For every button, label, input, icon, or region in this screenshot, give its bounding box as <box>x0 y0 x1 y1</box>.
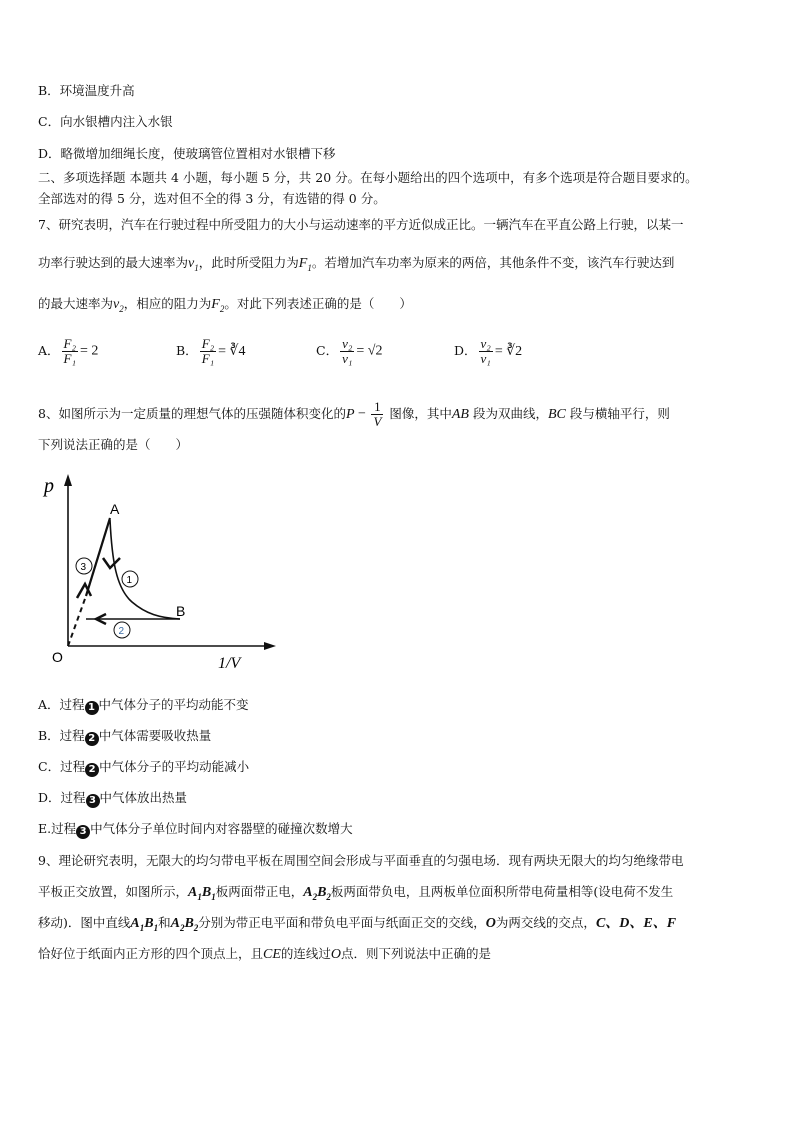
q8-option-c[interactable] <box>38 759 249 777</box>
v-symbol: v <box>188 256 195 271</box>
q9-text: 恰好位于纸面内正方形的四个顶点上，且 <box>38 946 264 961</box>
subscript: 2 <box>326 891 331 902</box>
option-label: D． <box>454 343 477 358</box>
option-c-line: C．向水银槽内注入水银 <box>38 114 173 129</box>
subscript: 2 <box>179 922 185 933</box>
process-1-arrow <box>103 558 120 568</box>
option-text: 中气体需要吸收热量 <box>98 728 212 743</box>
q9-text: 和 <box>158 915 171 930</box>
origin-label: O <box>52 649 63 665</box>
b-symbol: B <box>317 885 327 900</box>
option-prefix: D．过程 <box>38 790 86 805</box>
option-b-line: B．环境温度升高 <box>38 83 135 98</box>
subscript: 1 <box>139 922 145 933</box>
q9-text: 板两面带正电， <box>215 884 304 899</box>
option-d-line: D．略微增加细绳长度，使玻璃管位置相对水银槽下移 <box>38 146 336 161</box>
numerator: v₂ <box>342 336 353 351</box>
process-3-line <box>86 518 110 596</box>
o-point: O <box>330 947 342 962</box>
subscript: 2 <box>193 922 199 933</box>
fraction <box>200 337 216 366</box>
one-over-v <box>371 400 383 429</box>
line-a1b1 <box>130 916 158 931</box>
q8-option-a[interactable] <box>38 697 249 715</box>
x-axis-arrow <box>264 642 276 650</box>
q9-line-2 <box>38 884 673 905</box>
b-symbol: B <box>184 916 194 931</box>
subscript: 1 <box>194 262 199 273</box>
line-a2b2 <box>171 916 199 931</box>
process-number-badge: 2 <box>85 732 99 746</box>
q9-text: 移动)．图中直线 <box>38 915 131 930</box>
v-symbol: v <box>113 297 120 312</box>
q9-text: 为两交线的交点， <box>495 915 596 930</box>
process-2-label: 2 <box>118 626 125 637</box>
option-value: = 2 <box>80 343 99 359</box>
process-number-badge: 3 <box>76 825 90 839</box>
q8-text: 8、如图所示为一定质量的理想气体的压强随体积变化的 <box>38 406 346 421</box>
q7-v2 <box>113 297 124 312</box>
q8-option-b[interactable] <box>38 728 211 746</box>
process-number-badge: 1 <box>85 701 99 715</box>
q7-line-3 <box>38 296 412 317</box>
f-symbol: F <box>298 256 308 271</box>
q8-text: 图像，其中 <box>385 406 452 421</box>
section-2-heading: 二、多项选择题 本题共 4 小题，每小题 5 分，共 20 分。在每小题给出的四个选项中，有多个选项是符合题目要求的。 <box>38 170 698 185</box>
q8-line-1 <box>38 400 670 429</box>
q9-text: 板两面带负电，且两板单位面积所带电荷量相等(设电荷不发生 <box>330 884 674 899</box>
subscript: 2 <box>219 303 225 314</box>
f-symbol: F <box>211 297 220 312</box>
subscript: 2 <box>119 303 124 314</box>
q7-line-2 <box>38 255 674 276</box>
q7-line-1: 7、研究表明，汽车在行驶过程中所受阻力的大小与运动速率的平方近似成正比。一辆汽车在平直公路上行驶，以某一 <box>38 217 684 232</box>
p-v-graph <box>40 470 280 680</box>
numerator: 1 <box>371 400 383 415</box>
option-label: B． <box>176 343 198 358</box>
fraction <box>62 337 78 366</box>
plate-a1b1 <box>188 885 216 900</box>
option-value: = √2 <box>356 343 383 359</box>
q8-option-e[interactable] <box>38 821 353 839</box>
q7-text: 。对此下列表述正确的是（ ） <box>224 296 412 311</box>
b-symbol: B <box>144 916 154 931</box>
option-text: 中气体分子的平均动能不变 <box>98 697 249 712</box>
q9-text: 平板正交放置，如图所示， <box>38 884 189 899</box>
q9-text: 点．则下列说法中正确的是 <box>341 946 492 961</box>
process-number-badge: 3 <box>86 794 100 808</box>
process-3-label: 3 <box>80 562 87 573</box>
option-value: = ∛4 <box>218 344 246 359</box>
q7-f1 <box>299 256 312 271</box>
denominator: F₁ <box>201 351 215 366</box>
process-number-badge: 2 <box>85 763 99 777</box>
subscript: 1 <box>197 891 202 902</box>
q7-text: 。若增加汽车功率为原来的两倍，其他条件不变，该汽车行驶达到 <box>311 255 675 270</box>
a-symbol: A <box>170 916 180 931</box>
option-text: 中气体分子的平均动能减小 <box>99 759 250 774</box>
section-2-scoring: 全部选对的得 5 分，选对但不全的得 3 分，有选错的得 0 分。 <box>38 191 386 206</box>
option-prefix: E.过程 <box>38 821 77 836</box>
process-1-label: 1 <box>126 575 133 586</box>
ab-segment: AB <box>451 407 469 422</box>
q8-option-d[interactable] <box>38 790 187 808</box>
q7-option-a[interactable] <box>38 337 98 366</box>
q7-text: ，此时所受阻力为 <box>198 255 299 270</box>
q7-option-c[interactable] <box>316 337 382 366</box>
ce-line: CE <box>263 947 281 962</box>
option-prefix: B．过程 <box>38 728 85 743</box>
q9-line-1: 9、理论研究表明，无限大的均匀带电平板在周围空间会形成与平面垂直的匀强电场．现有两块无限大的均匀绝缘带电 <box>38 853 684 868</box>
subscript: 1 <box>307 262 312 273</box>
x-axis-label: 1/V <box>218 655 241 672</box>
a-symbol: A <box>188 885 198 900</box>
q8-line-2: 下列说法正确的是（ ） <box>38 437 189 452</box>
denominator: v₁ <box>342 351 353 366</box>
a-symbol: A <box>303 885 313 900</box>
fraction <box>340 337 354 366</box>
bc-segment: BC <box>547 407 566 422</box>
fraction <box>479 337 493 366</box>
a-symbol: A <box>130 916 140 931</box>
option-prefix: A．过程 <box>38 697 85 712</box>
subscript: 1 <box>153 922 159 933</box>
denominator: F₁ <box>63 351 76 366</box>
dashed-line <box>68 596 86 646</box>
q7-v1 <box>188 256 199 271</box>
q7-text: 功率行驶达到的最大速率为 <box>38 255 189 270</box>
option-prefix: C．过程 <box>38 759 86 774</box>
q8-text: 段与横轴平行，则 <box>565 406 670 421</box>
q7-text: ，相应的阻力为 <box>123 296 212 311</box>
subscript: 1 <box>211 891 216 902</box>
option-text: 中气体分子单位时间内对容器壁的碰撞次数增大 <box>90 821 353 836</box>
numerator: F₂ <box>201 336 215 351</box>
y-axis-label: p <box>44 475 54 497</box>
q9-text: 分别为带正电平面和带负电平面与纸面正交的交线， <box>198 915 486 930</box>
q9-line-3 <box>38 915 676 936</box>
cdef-points: C、D、E、F <box>595 916 677 931</box>
b-symbol: B <box>201 885 212 900</box>
q7-text: 的最大速率为 <box>38 296 114 311</box>
option-label: A． <box>38 343 60 358</box>
option-text: 中气体放出热量 <box>99 790 188 805</box>
q9-line-4 <box>38 946 491 963</box>
denominator: v₁ <box>480 351 491 366</box>
plate-a2b2 <box>303 885 331 900</box>
minus-sign: − <box>354 406 370 422</box>
numerator: F₂ <box>63 336 76 351</box>
numerator: v₂ <box>480 336 491 351</box>
y-axis-arrow <box>64 474 72 486</box>
q8-text: 段为双曲线， <box>468 406 548 421</box>
point-a-label: A <box>110 501 120 517</box>
p-symbol: P <box>345 407 355 422</box>
q9-text: 的连线过 <box>280 946 331 961</box>
process-1-curve <box>110 520 180 619</box>
option-label: C． <box>316 343 339 358</box>
q7-f2 <box>211 297 224 312</box>
point-b-label: B <box>176 603 186 619</box>
q7-option-b[interactable] <box>176 337 245 366</box>
option-value: = ∛2 <box>494 344 523 359</box>
subscript: 2 <box>312 891 318 902</box>
denominator: V <box>373 414 382 429</box>
q7-option-d[interactable] <box>454 337 522 366</box>
o-point: O <box>485 916 496 931</box>
